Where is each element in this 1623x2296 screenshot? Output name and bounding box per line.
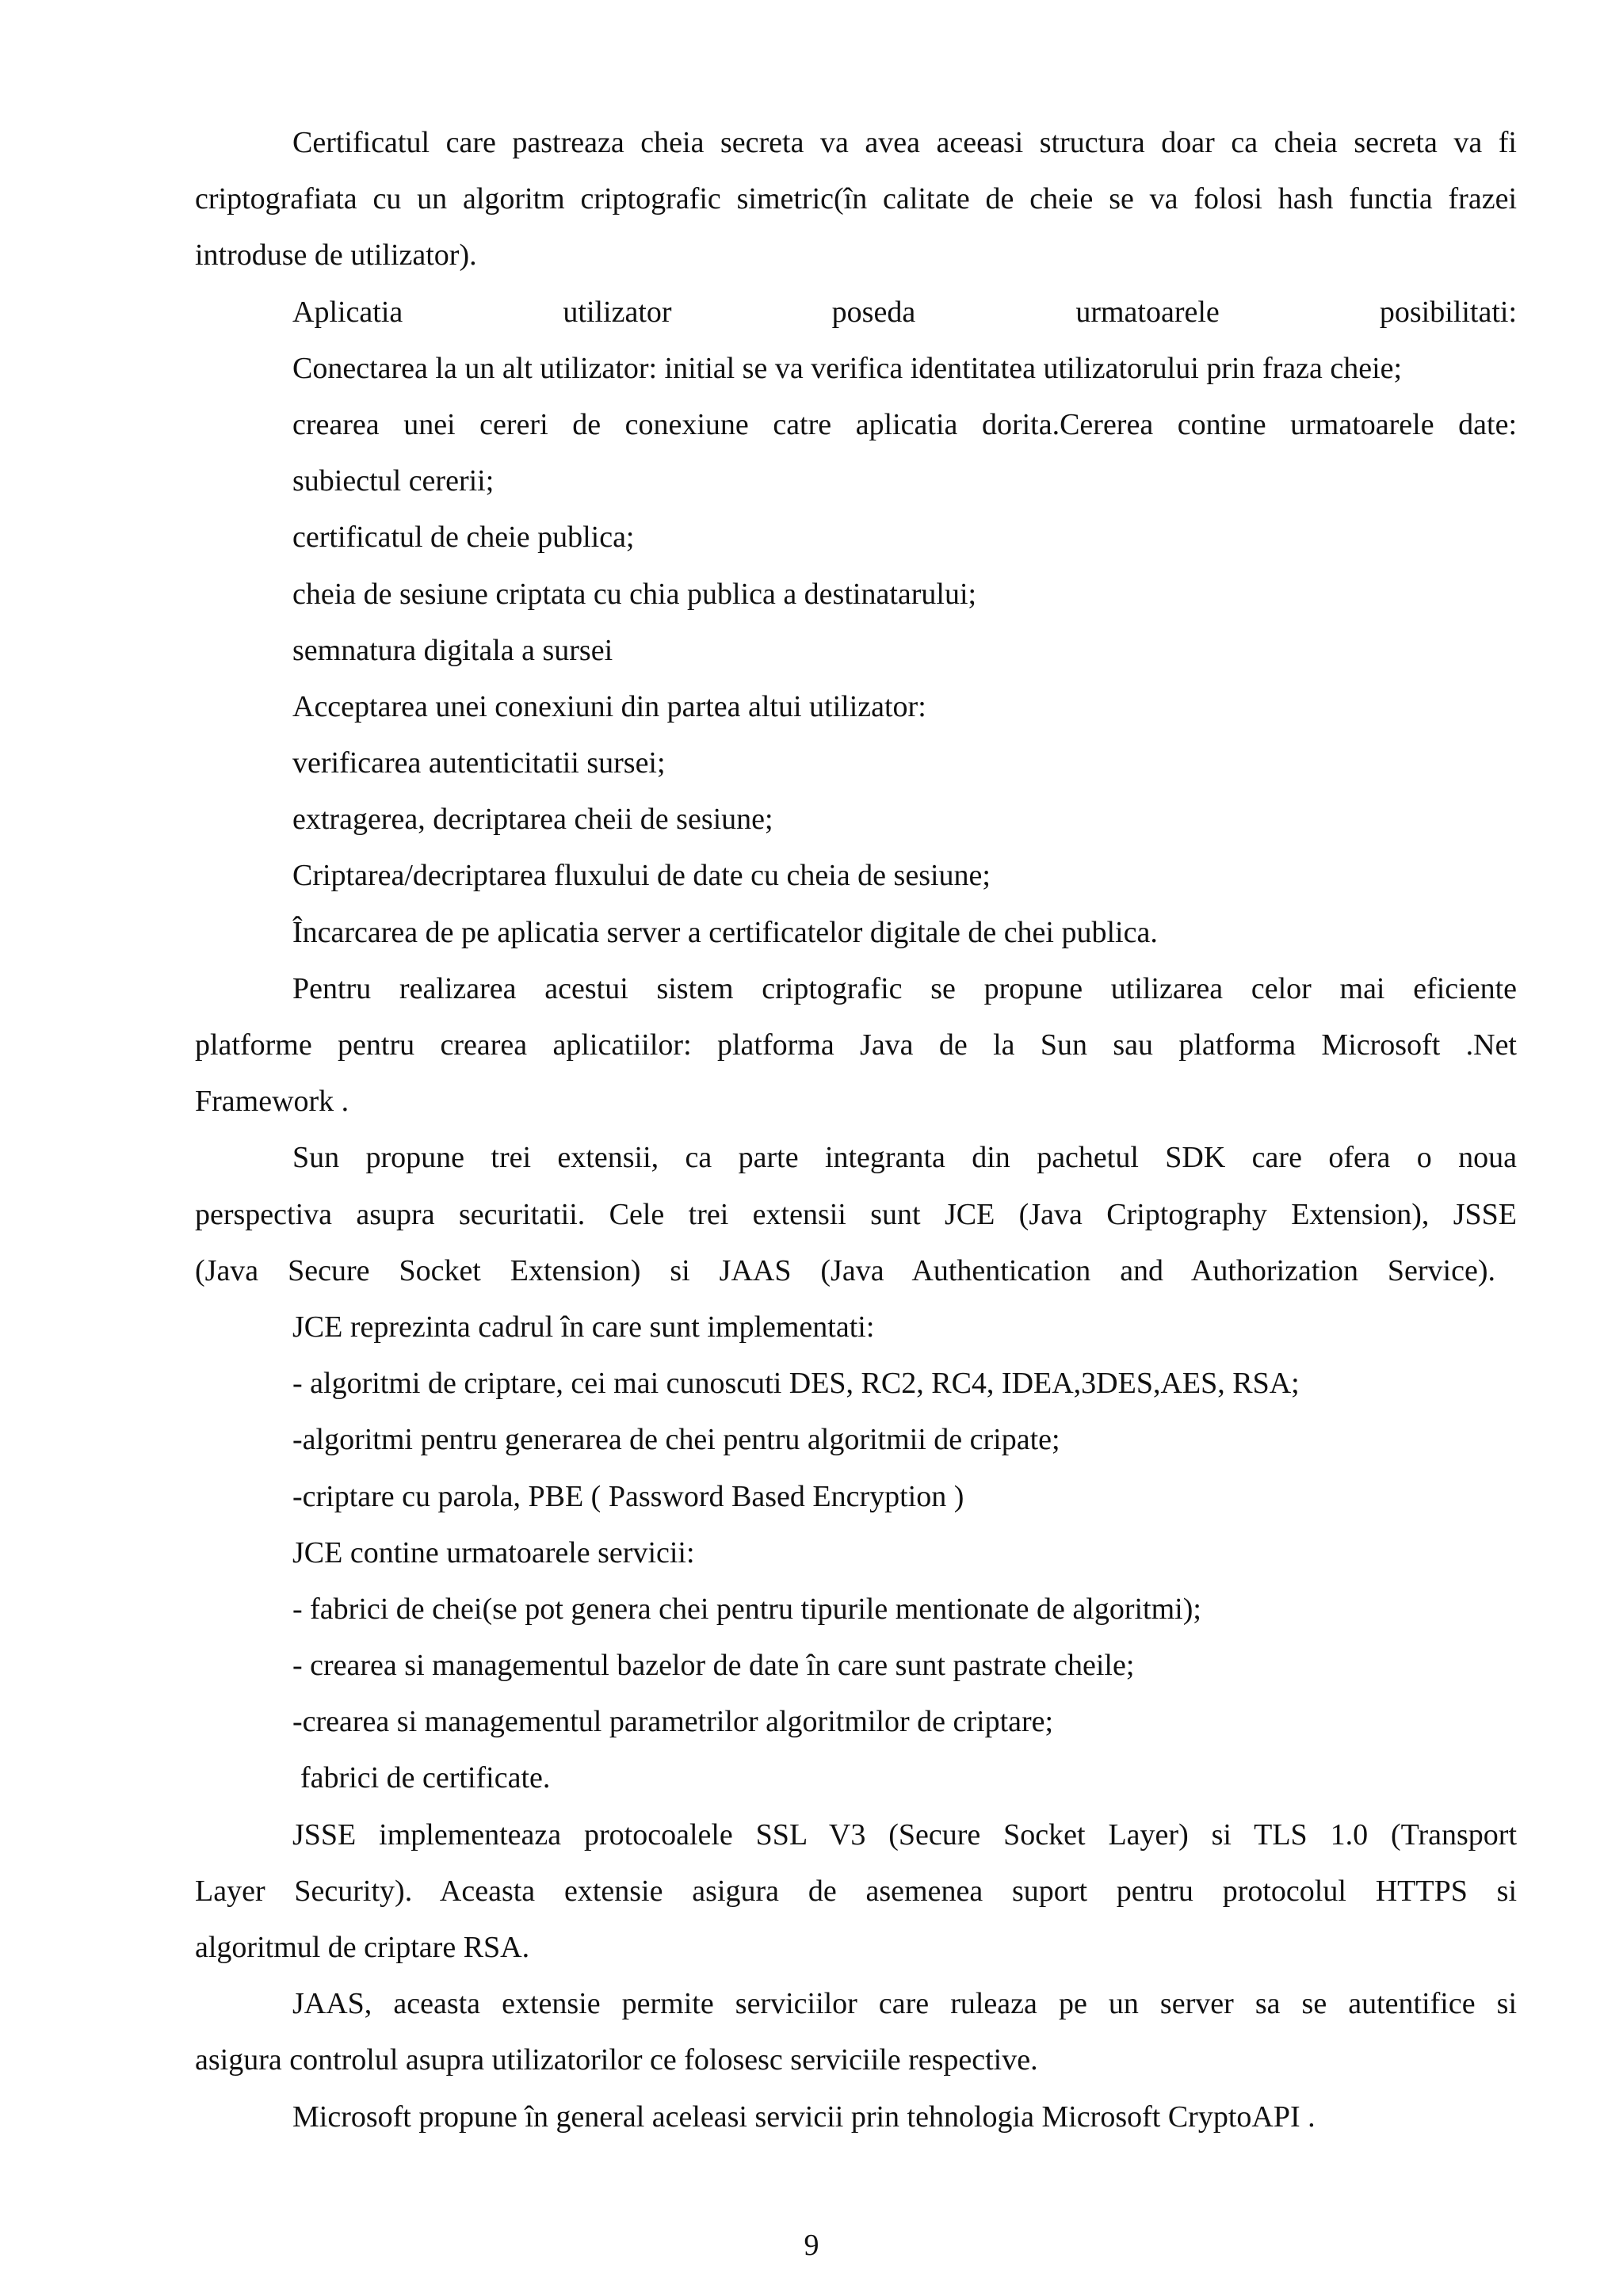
text-line: extragerea, decriptarea cheii de sesiune;	[292, 803, 773, 837]
text-line: asigura controlul asupra utilizatorilor ce folosesc serviciile respective.	[195, 2043, 1038, 2077]
text-line: JCE contine urmatoarele servicii:	[292, 1535, 695, 1569]
text-line: Acceptarea unei conexiuni din partea altui utilizator:	[292, 689, 926, 723]
text-line: (Java Secure Socket Extension) si JAAS (Java Authentication and Authorization Service).	[195, 1253, 1495, 1287]
text-line: - algoritmi de criptare, cei mai cunoscuti DES, RC2, RC4, IDEA,3DES,AES, RSA;	[292, 1367, 1300, 1401]
text-line: - fabrici de chei(se pot genera chei pentru tipurile mentionate de algoritmi);	[292, 1592, 1201, 1626]
text-line: Încarcarea de pe aplicatia server a certificatelor digitale de chei publica.	[292, 915, 1158, 949]
text-line: Conectarea la un alt utilizator: initial se va verifica identitatea utilizatorului prin fraza cheie;	[292, 351, 1403, 385]
text-line: certificatul de cheie publica;	[292, 521, 635, 555]
text-line: criptografiata cu un algoritm criptografic simetric(în calitate de cheie se va folosi hash functia frazei	[195, 182, 1517, 216]
text-line: Aplicatia utilizator poseda urmatoarele posibilitati:	[292, 295, 1517, 329]
text-line: JAAS, aceasta extensie permite serviciilor care ruleaza pe un server sa se autentifice si	[292, 1987, 1517, 2021]
text-line: verificarea autenticitatii sursei;	[292, 746, 666, 780]
text-line: perspectiva asupra securitatii. Cele trei extensii sunt JCE (Java Criptography Extension), JSSE	[195, 1197, 1517, 1231]
text-line: -criptare cu parola, PBE ( Password Based Encryption )	[292, 1479, 964, 1513]
text-line: cheia de sesiune criptata cu chia publica a destinatarului;	[292, 577, 977, 611]
text-line: introduse de utilizator).	[195, 238, 477, 273]
document-body	[195, 115, 1517, 2145]
text-line: fabrici de certificate.	[300, 1761, 551, 1795]
text-line: Layer Security). Aceasta extensie asigura de asemenea suport pentru protocolul HTTPS si	[195, 1874, 1517, 1908]
text-line: - crearea si managementul bazelor de date în care sunt pastrate cheile;	[292, 1649, 1135, 1683]
text-line: subiectul cererii;	[292, 464, 495, 498]
text-line: -crearea si managementul parametrilor algoritmilor de criptare;	[292, 1705, 1054, 1739]
text-line: -algoritmi pentru generarea de chei pentru algoritmii de cripate;	[292, 1423, 1060, 1457]
text-line: Criptarea/decriptarea fluxului de date cu cheia de sesiune;	[292, 859, 991, 893]
page-number: 9	[804, 2229, 819, 2262]
text-line: crearea unei cereri de conexiune catre aplicatia dorita.Cererea contine urmatoarele date:	[292, 407, 1517, 441]
text-line: Certificatul care pastreaza cheia secreta va avea aceeasi structura doar ca cheia secreta va fi	[292, 126, 1517, 159]
text-line: semnatura digitala a sursei	[292, 633, 613, 667]
text-line: platforme pentru crearea aplicatiilor: platforma Java de la Sun sau platforma Microsoft .Net	[195, 1028, 1517, 1062]
text-line: Pentru realizarea acestui sistem criptografic se propune utilizarea celor mai eficiente	[292, 971, 1517, 1005]
text-line: JSSE implementeaza protocoalele SSL V3 (Secure Socket Layer) si TLS 1.0 (Transport	[292, 1817, 1517, 1852]
text-line: Framework .	[195, 1085, 349, 1119]
text-line: Microsoft propune în general aceleasi servicii prin tehnologia Microsoft CryptoAPI .	[292, 2100, 1316, 2134]
text-line: algoritmul de criptare RSA.	[195, 1931, 530, 1964]
text-line: Sun propune trei extensii, ca parte integranta din pachetul SDK care ofera o noua	[292, 1141, 1517, 1175]
text-line: JCE reprezinta cadrul în care sunt implementati:	[292, 1310, 875, 1344]
